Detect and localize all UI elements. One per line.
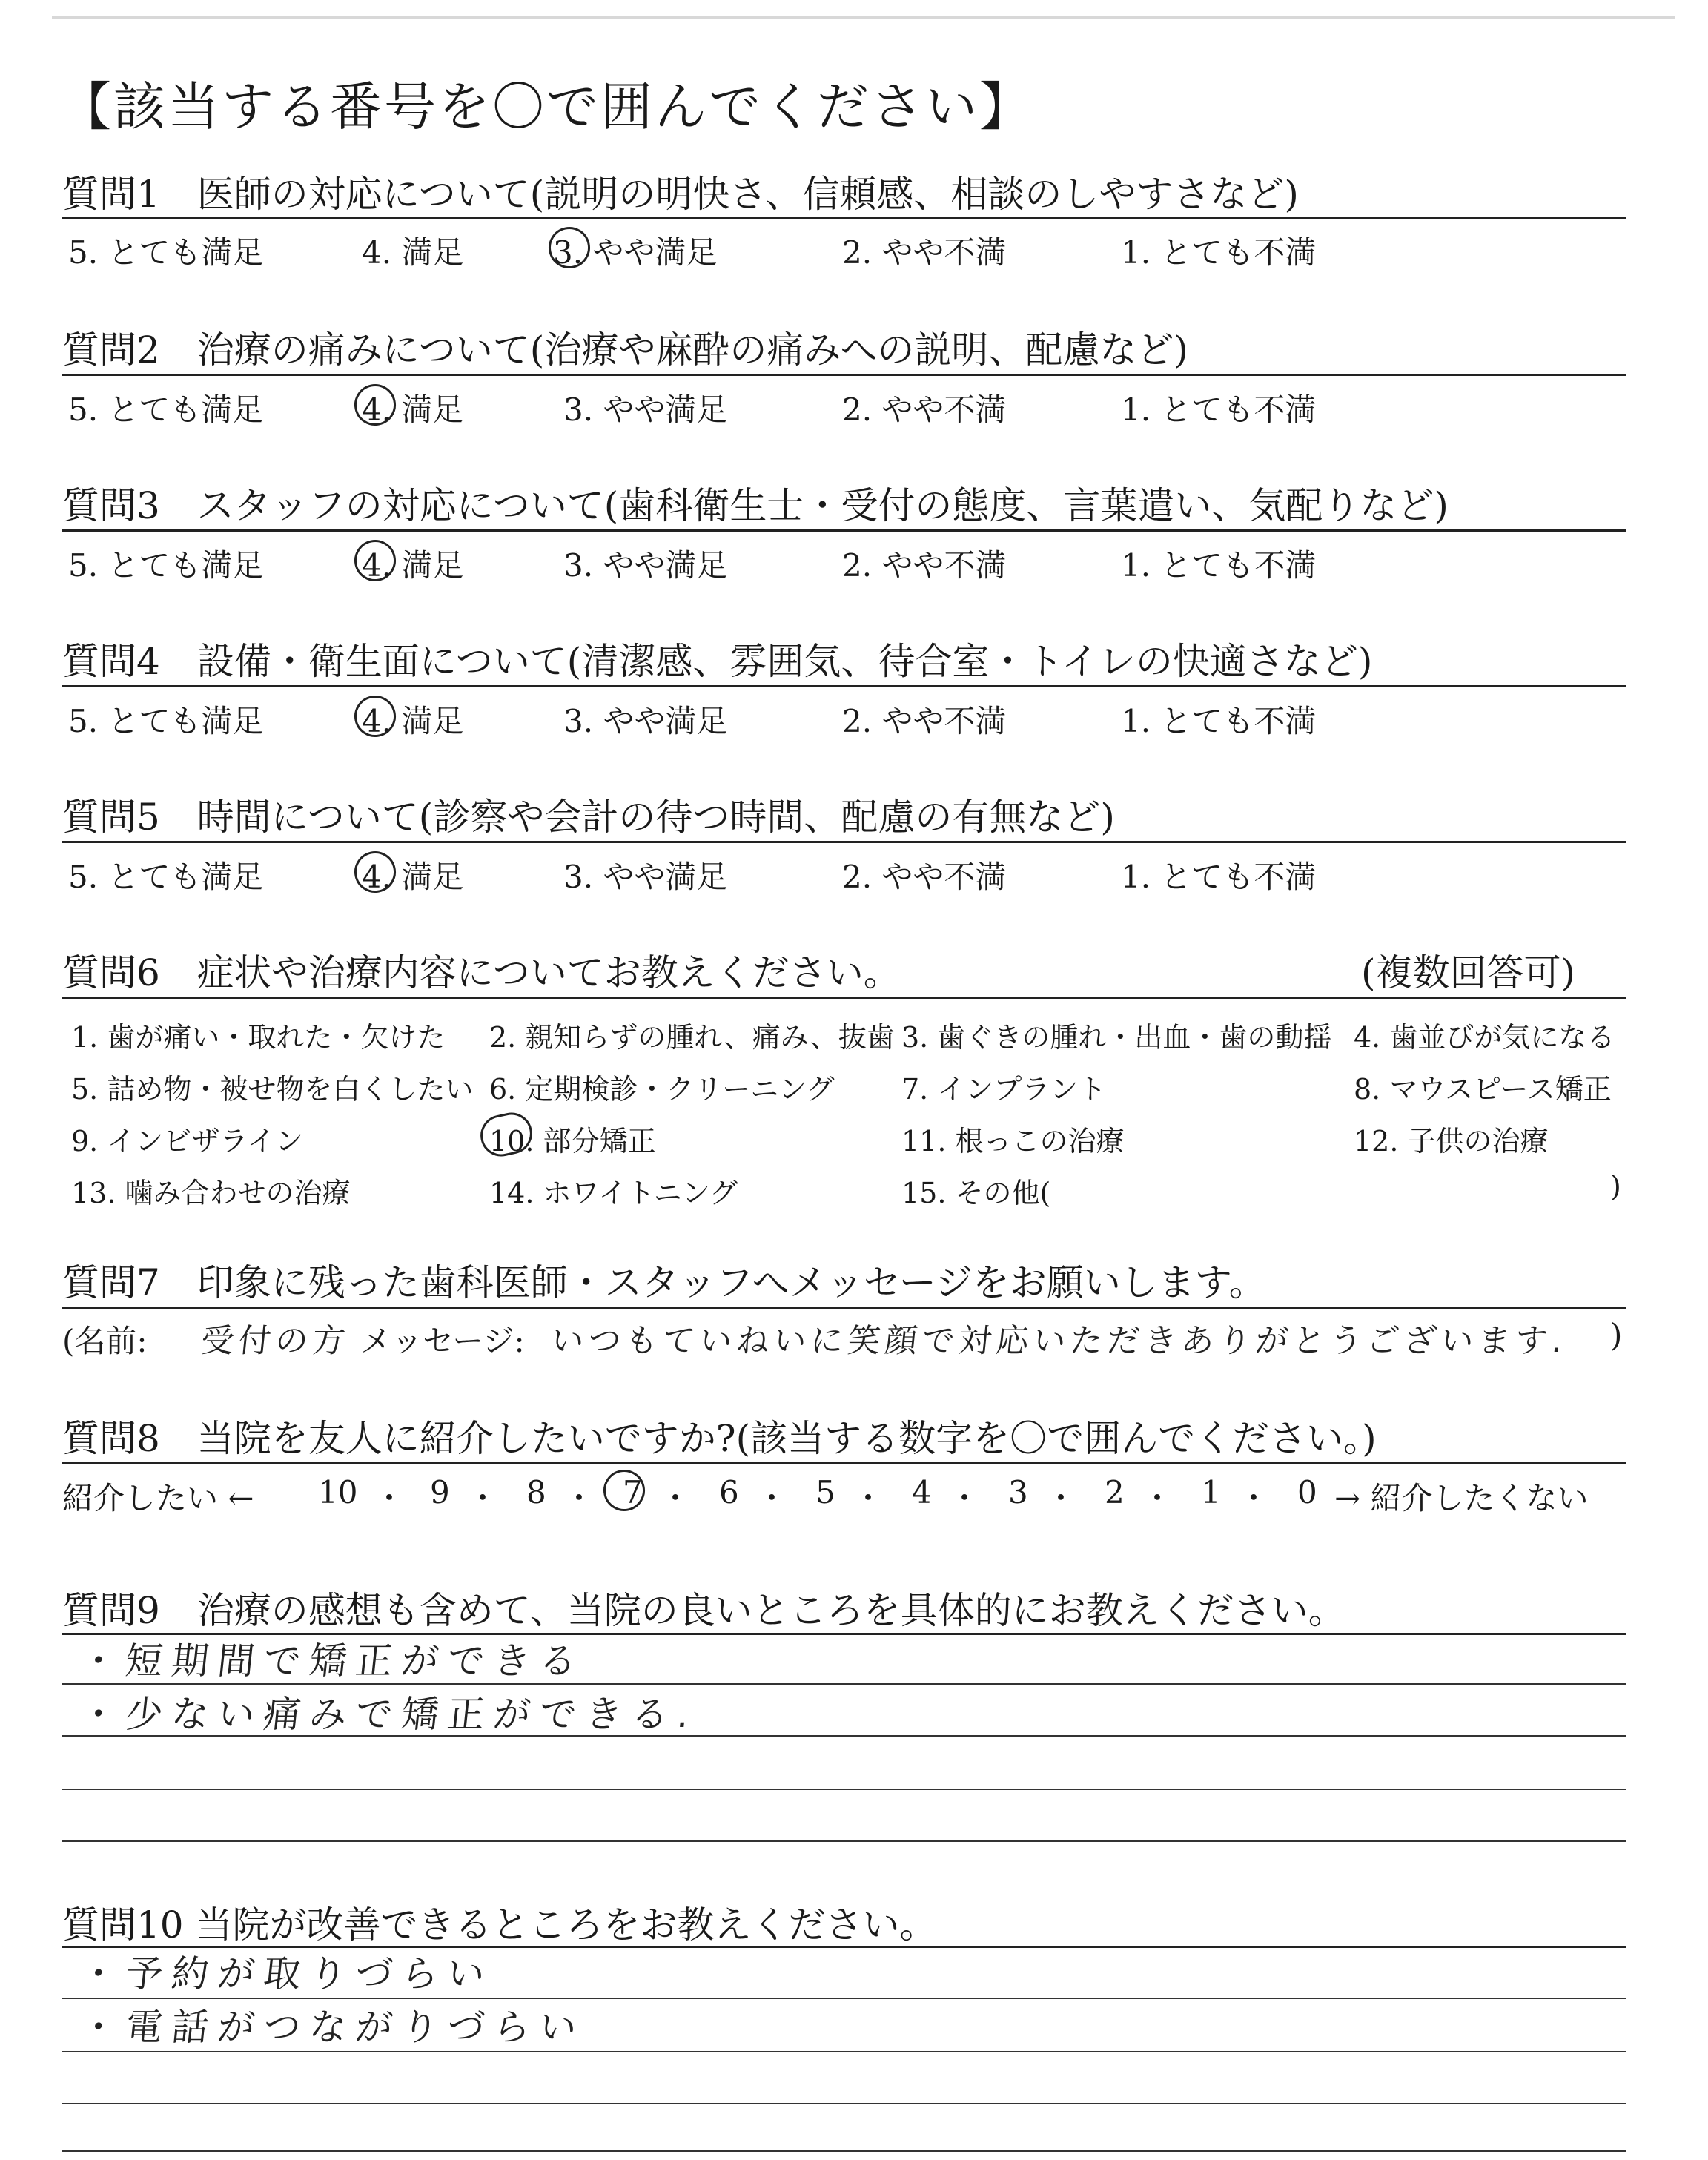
q3-option-3[interactable]: 3. やや満足	[563, 547, 728, 584]
q6-option-4[interactable]: 4. 歯並びが気になる	[1354, 1021, 1615, 1054]
q6-option-7[interactable]: 7. インプラント	[901, 1073, 1107, 1106]
scale-5[interactable]: 5	[815, 1474, 835, 1510]
q6-option-6[interactable]: 6. 定期検診・クリーニング	[489, 1073, 835, 1106]
question-6-title: 質問6 症状や治療内容についてお教えください。	[62, 951, 901, 994]
rule	[62, 1735, 1626, 1737]
question-10-title: 質問10 当院が改善できるところをお教えください。	[62, 1903, 937, 1946]
handwritten-answer-2[interactable]: ・少ない痛みで矯正ができる.	[77, 1693, 701, 1736]
q6-option-12[interactable]: 12. 子供の治療	[1354, 1125, 1549, 1157]
q4-option-5[interactable]: 5. とても満足	[68, 703, 264, 739]
question-2-title: 質問2 治療の痛みについて(治療や麻酔の痛みへの説明、配慮など)	[62, 328, 1188, 371]
q6-option-3[interactable]: 3. 歯ぐきの腫れ・出血・歯の動揺	[901, 1021, 1332, 1054]
q3-option-5[interactable]: 5. とても満足	[68, 547, 264, 584]
scale-dot: ・	[1142, 1480, 1174, 1516]
q5-option-1[interactable]: 1. とても不満	[1121, 859, 1317, 895]
handwritten-message[interactable]: いつもていねいに笑顔で対応いただきありがとうございます.	[549, 1322, 1569, 1360]
q2-option-3[interactable]: 3. やや満足	[563, 392, 728, 428]
scale-9[interactable]: 9	[430, 1474, 450, 1510]
q6-option-14[interactable]: 14. ホワイトニング	[489, 1177, 738, 1209]
scale-0[interactable]: 0	[1297, 1474, 1317, 1510]
handwritten-answer-1[interactable]: ・短期間で矯正ができる	[77, 1639, 588, 1682]
q4-option-3[interactable]: 3. やや満足	[563, 703, 728, 739]
scale-dot: ・	[563, 1480, 595, 1516]
q4-option-4[interactable]: 4. 満足	[362, 703, 464, 739]
q6-option-9[interactable]: 9. インビザライン	[71, 1125, 304, 1157]
q2-option-2[interactable]: 2. やや不満	[842, 392, 1007, 428]
multiple-answers-note: (複数回答可)	[1361, 951, 1576, 994]
question-9-title: 質問9 治療の感想も含めて、当院の良いところを具体的にお教えください。	[62, 1589, 1345, 1632]
q6-option-2[interactable]: 2. 親知らずの腫れ、痛み、抜歯	[489, 1021, 895, 1054]
rule	[62, 841, 1626, 843]
scale-7[interactable]: 7	[623, 1474, 643, 1510]
q4-option-1[interactable]: 1. とても不満	[1121, 703, 1317, 739]
rule	[62, 374, 1626, 376]
name-label: (名前:	[62, 1323, 148, 1359]
scale-10[interactable]: 10	[318, 1474, 358, 1510]
rule	[62, 1307, 1626, 1309]
q2-option-5[interactable]: 5. とても満足	[68, 392, 264, 428]
q2-option-1[interactable]: 1. とても不満	[1121, 392, 1317, 428]
rule	[62, 1789, 1626, 1790]
handwritten-name[interactable]: 受付の方	[199, 1322, 352, 1360]
q5-option-5[interactable]: 5. とても満足	[68, 859, 264, 895]
q5-option-4[interactable]: 4. 満足	[362, 859, 464, 895]
scale-dot: ・	[374, 1480, 406, 1516]
q1-option-5[interactable]: 5. とても満足	[68, 234, 264, 271]
rule	[62, 1462, 1626, 1464]
question-3-title: 質問3 スタッフの対応について(歯科衛生士・受付の態度、言葉遣い、気配りなど)	[62, 484, 1449, 527]
rule	[62, 997, 1626, 999]
q3-option-2[interactable]: 2. やや不満	[842, 547, 1007, 584]
handwritten-answer-1[interactable]: ・予約が取りづらい	[77, 1952, 496, 1995]
q6-option-13[interactable]: 13. 噛み合わせの治療	[71, 1177, 351, 1209]
message-label: メッセージ:	[360, 1323, 525, 1359]
rule	[62, 685, 1626, 687]
q6-option-8[interactable]: 8. マウスピース矯正	[1354, 1073, 1612, 1106]
rule	[62, 529, 1626, 532]
q1-option-4[interactable]: 4. 満足	[362, 234, 464, 271]
scale-dot: ・	[1238, 1480, 1270, 1516]
q3-option-4[interactable]: 4. 満足	[362, 547, 464, 584]
q6-option-1[interactable]: 1. 歯が痛い・取れた・欠けた	[71, 1021, 446, 1054]
q6-option-10[interactable]: 10. 部分矯正	[489, 1125, 656, 1157]
handwritten-answer-2[interactable]: ・電話がつながりづらい	[77, 2006, 588, 2049]
scale-1[interactable]: 1	[1201, 1474, 1221, 1510]
question-5-title: 質問5 時間について(診察や会計の待つ時間、配慮の有無など)	[62, 796, 1115, 839]
recommend-scale	[62, 1474, 1626, 1519]
q6-other-close-paren: )	[1610, 1170, 1621, 1203]
scale-dot: ・	[949, 1480, 981, 1516]
scale-3[interactable]: 3	[1008, 1474, 1028, 1510]
q1-option-3[interactable]: 3. やや満足	[553, 234, 718, 271]
rule	[62, 1840, 1626, 1842]
q1-option-2[interactable]: 2. やや不満	[842, 234, 1007, 271]
q6-option-11[interactable]: 11. 根っこの治療	[901, 1125, 1125, 1157]
q4-option-2[interactable]: 2. やや不満	[842, 703, 1007, 739]
rule	[62, 2150, 1626, 2152]
scale-4[interactable]: 4	[912, 1474, 932, 1510]
close-paren: )	[1610, 1317, 1623, 1353]
q3-option-1[interactable]: 1. とても不満	[1121, 547, 1317, 584]
scale-dot: ・	[756, 1480, 788, 1516]
question-1-title: 質問1 医師の対応について(説明の明快さ、信頼感、相談のしやすさなど)	[62, 173, 1299, 216]
question-4-title: 質問4 設備・衛生面について(清潔感、雰囲気、待合室・トイレの快適さなど)	[62, 640, 1373, 683]
scale-dot: ・	[660, 1480, 692, 1516]
rule	[62, 2051, 1626, 2052]
question-7-title: 質問7 印象に残った歯科医師・スタッフへメッセージをお願いします。	[62, 1261, 1266, 1304]
top-edge-line	[52, 16, 1675, 19]
recommend-left-label: 紹介したい ←	[62, 1480, 254, 1516]
rule	[62, 217, 1626, 219]
q5-option-3[interactable]: 3. やや満足	[563, 859, 728, 895]
recommend-right-label: → 紹介したくない	[1334, 1480, 1589, 1516]
scale-8[interactable]: 8	[526, 1474, 546, 1510]
scale-2[interactable]: 2	[1105, 1474, 1125, 1510]
q5-option-2[interactable]: 2. やや不満	[842, 859, 1007, 895]
q2-option-4[interactable]: 4. 満足	[362, 392, 464, 428]
scale-dot: ・	[1045, 1480, 1077, 1516]
q1-option-1[interactable]: 1. とても不満	[1121, 234, 1317, 271]
scale-dot: ・	[467, 1480, 499, 1516]
question-8-title: 質問8 当院を友人に紹介したいですか?(該当する数字を〇で囲んでください。)	[62, 1417, 1377, 1460]
rule	[62, 2103, 1626, 2104]
instruction-heading: 【該当する番号を〇で囲んでください】	[59, 76, 1033, 137]
scale-6[interactable]: 6	[719, 1474, 739, 1510]
scale-dot: ・	[853, 1480, 884, 1516]
q6-option-5[interactable]: 5. 詰め物・被せ物を白くしたい	[71, 1073, 474, 1106]
q6-option-15[interactable]: 15. その他(	[901, 1177, 1051, 1209]
